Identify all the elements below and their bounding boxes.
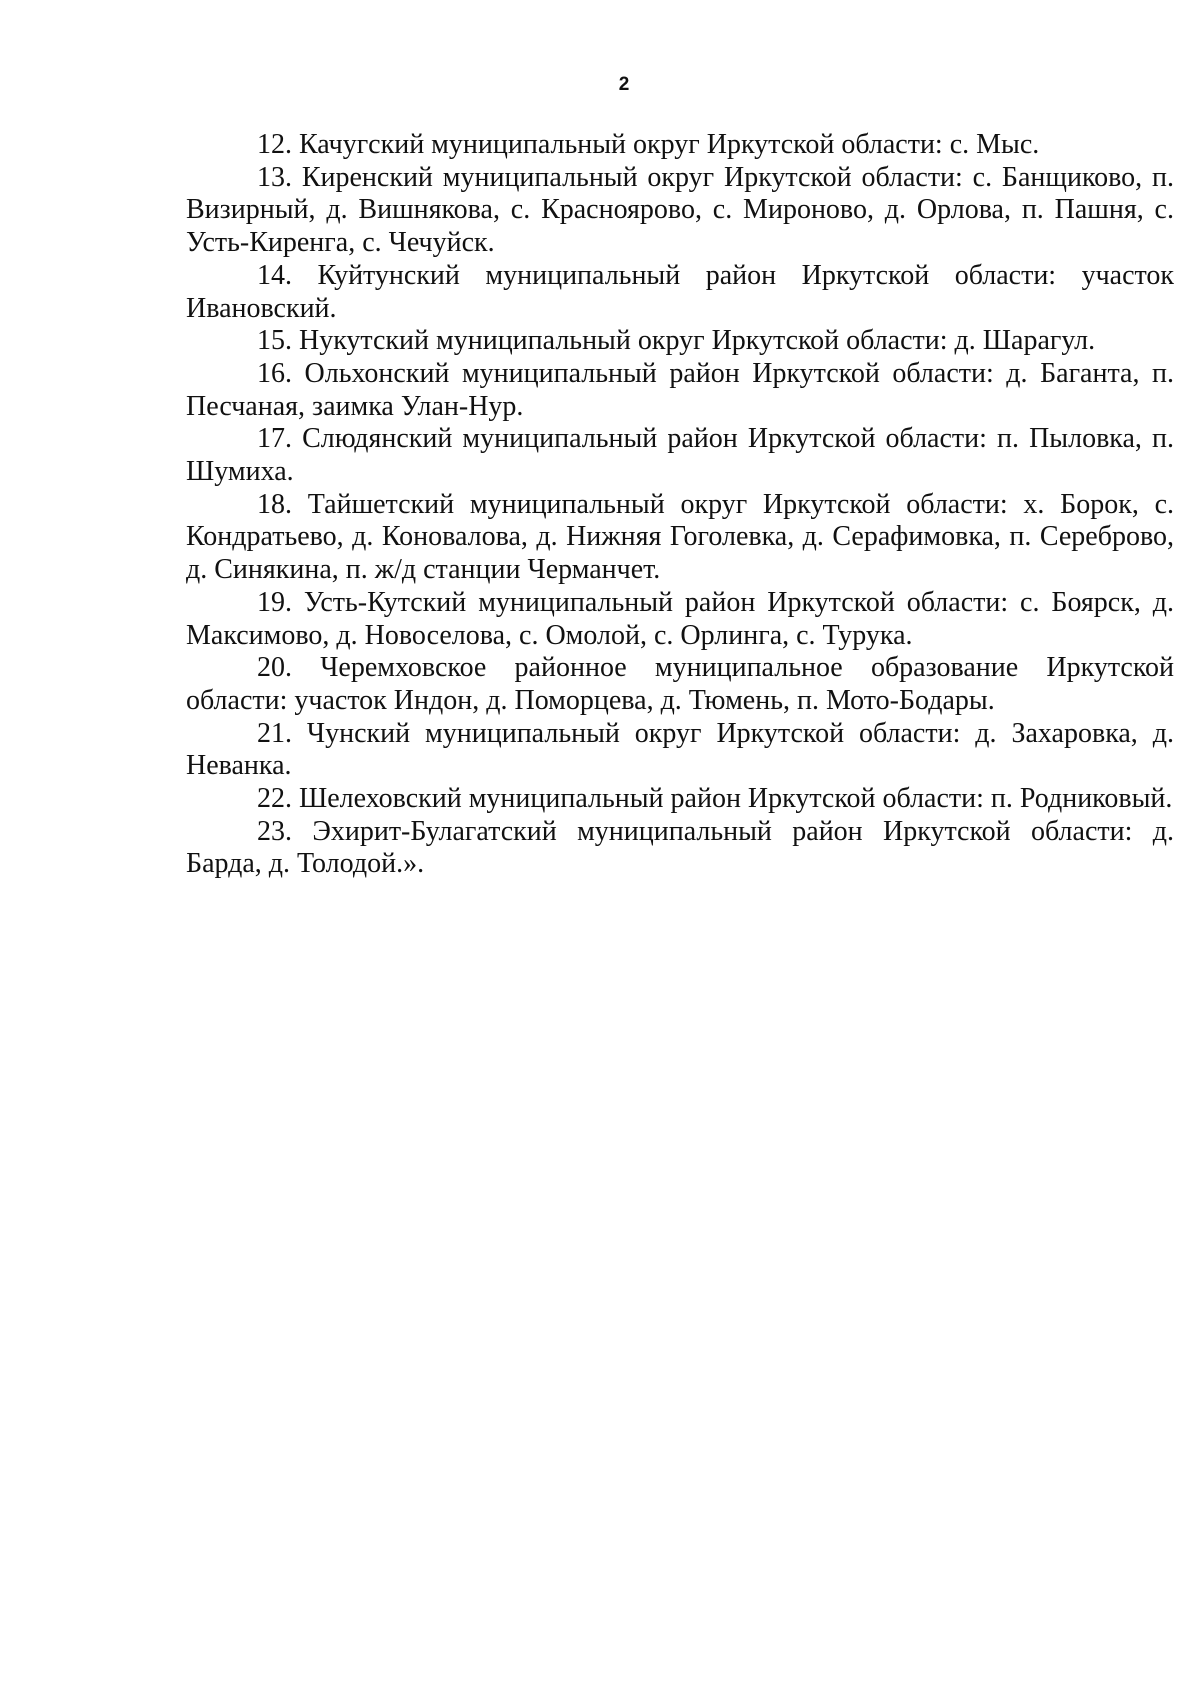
list-item: 14. Куйтунский муниципальный район Иркутской области: участок Ивановский. <box>186 259 1174 324</box>
page-number: 2 <box>618 74 630 95</box>
list-item: 18. Тайшетский муниципальный округ Иркутской области: х. Борок, с. Кондратьево, д. Коновалова, д. Нижняя Гоголевка, д. Серафимовка, п. Сереброво, д. Синякина, п. ж/д станции Черманчет. <box>186 488 1174 586</box>
list-item: 13. Киренский муниципальный округ Иркутской области: с. Банщиково, п. Визирный, д. Вишнякова, с. Красноярово, с. Мироново, д. Орлова, п. Пашня, с. Усть-Киренга, с. Чечуйск. <box>186 161 1174 259</box>
list-item: 21. Чунский муниципальный округ Иркутской области: д. Захаровка, д. Неванка. <box>186 717 1174 782</box>
list-item: 23. Эхирит-Булагатский муниципальный район Иркутской области: д. Барда, д. Толодой.». <box>186 815 1174 880</box>
list-item: 16. Ольхонский муниципальный район Иркутской области: д. Баганта, п. Песчаная, заимка Улан-Нур. <box>186 357 1174 422</box>
list-item: 12. Качугский муниципальный округ Иркутской области: с. Мыс. <box>257 129 1040 160</box>
list-item: 22. Шелеховский муниципальный район Иркутской области: п. Родниковый. <box>257 783 1173 815</box>
list-item: 20. Черемховское районное муниципальное образование Иркутской области: участок Индон, д. Поморцева, д. Тюмень, п. Мото-Бодары. <box>186 652 1174 716</box>
list-item: 19. Усть-Кутский муниципальный район Иркутской области: с. Боярск, д. Максимово, д. Новоселова, с. Омолой, с. Орлинга, с. Турука. <box>186 586 1174 651</box>
list-item: 15. Нукутский муниципальный округ Иркутской области: д. Шарагул. <box>257 325 1096 357</box>
document-body <box>186 129 1174 881</box>
list-item: 17. Слюдянский муниципальный район Иркутской области: п. Пыловка, п. Шумиха. <box>186 423 1174 488</box>
